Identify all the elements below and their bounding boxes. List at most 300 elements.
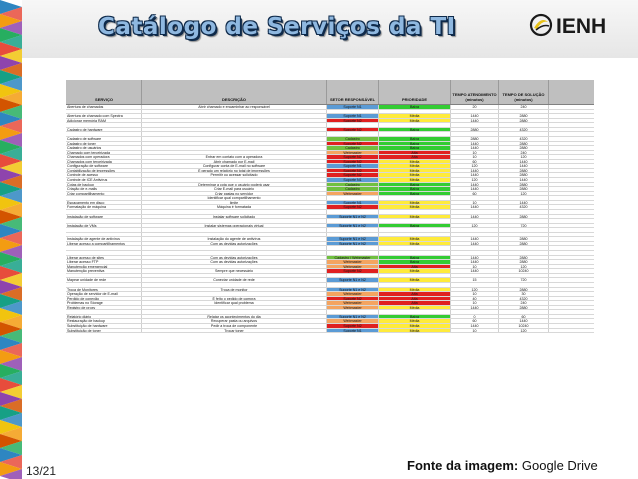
- header-tempo-atendimento: TEMPO ATENDIMENTO (minutos): [451, 80, 499, 104]
- zigzag-border: [0, 0, 22, 479]
- table-cell-r: [327, 210, 379, 214]
- table-cell-u: 2880: [499, 183, 549, 187]
- table-cell-s: Problemas no Storage: [66, 301, 142, 305]
- table-cell-r: Suporte N2: [327, 155, 379, 159]
- table-cell-u: [499, 132, 549, 136]
- table-cell-r: Suporte N1 e N2: [327, 242, 379, 246]
- table-cell-u: [499, 110, 549, 114]
- table-cell-r: Webmaster: [327, 260, 379, 264]
- table-cell-p: [379, 283, 451, 287]
- table-cell-s: Cadastro de software: [66, 137, 142, 141]
- table-cell-s: Abertura de chamados: [66, 105, 142, 109]
- source-label: Fonte da imagem:: [407, 458, 519, 473]
- table-cell-u: [499, 196, 549, 200]
- table-cell-t: [451, 283, 499, 287]
- table-cell-d: Identificar qual problema: [142, 301, 327, 305]
- table-cell-t: 1440: [451, 187, 499, 191]
- table-cell-s: Registro de proxy: [66, 306, 142, 310]
- table-cell-t: 1440: [451, 114, 499, 118]
- table-cell-d: Criar E-mail para usuário: [142, 187, 327, 191]
- table-cell-u: 60: [499, 315, 549, 319]
- table-cell-u: 2880: [499, 237, 549, 241]
- table-cell-r: Suporte N1: [327, 178, 379, 182]
- table-cell-s: Liberar acesso a compartilhamentos: [66, 242, 142, 246]
- header-prioridade: PRIORIDADE: [379, 80, 451, 104]
- table-cell-d: Com as devidas autorizações: [142, 256, 327, 260]
- table-cell-s: [66, 123, 142, 127]
- table-cell-s: Chamados com terceirizada: [66, 160, 142, 164]
- table-cell-t: 1440: [451, 260, 499, 264]
- table-cell-u: 240: [499, 105, 549, 109]
- table-cell-u: 1440: [499, 178, 549, 182]
- table-cell-t: [451, 310, 499, 314]
- table-cell-p: [379, 228, 451, 232]
- table-cell-d: [142, 137, 327, 141]
- table-cell-r: Suporte N2: [327, 173, 379, 177]
- table-cell-r: Suporte N2: [327, 142, 379, 146]
- page-number: 13/21: [26, 464, 57, 478]
- table-cell-s: [66, 196, 142, 200]
- table-cell-t: 1440: [451, 169, 499, 173]
- table-cell-d: Recuperar pasta ou arquivos: [142, 319, 327, 323]
- table-cell-p: Alta: [379, 301, 451, 305]
- table-cell-t: 10: [451, 201, 499, 205]
- table-cell-t: 1440: [451, 215, 499, 219]
- table-cell-s: Espaçamento em disco: [66, 201, 142, 205]
- table-cell-r: Suporte N2: [327, 128, 379, 132]
- table-cell-t: 1440: [451, 119, 499, 123]
- table-cell-t: 10: [451, 151, 499, 155]
- table-cell-d: Identificar qual compartilhamento: [142, 196, 327, 200]
- table-cell-t: [451, 123, 499, 127]
- table-cell-d: [142, 151, 327, 155]
- table-cell-r: Suporte N1: [327, 105, 379, 109]
- table-cell-u: 120: [499, 329, 549, 333]
- table-cell-d: Trocar toner: [142, 329, 327, 333]
- table-cell-t: [451, 251, 499, 255]
- table-cell-s: Cadastro de hardware: [66, 128, 142, 132]
- table-cell-d: Abrir chamado e encaminhar ao responsável: [142, 105, 327, 109]
- table-cell-t: [451, 196, 499, 200]
- table-cell-r: Suporte N2: [327, 269, 379, 273]
- table-cell-t: 2880: [451, 128, 499, 132]
- table-cell-s: [66, 246, 142, 250]
- page-title: Catálogo de Serviços da TI: [98, 14, 456, 40]
- table-cell-r: Suporte N1: [327, 329, 379, 333]
- table-cell-u: 10240: [499, 269, 549, 273]
- table-cell-u: 120: [499, 155, 549, 159]
- table-body: [66, 105, 594, 333]
- table-cell-u: 2880: [499, 256, 549, 260]
- table-cell-u: 120: [499, 265, 549, 269]
- table-cell-d: Entrar em contato com a operadora: [142, 155, 327, 159]
- table-cell-u: 2880: [499, 142, 549, 146]
- table-cell-d: [142, 146, 327, 150]
- table-cell-p: Média: [379, 164, 451, 168]
- table-cell-r: [327, 123, 379, 127]
- table-cell-p: Média: [379, 242, 451, 246]
- table-cell-p: Baixa: [379, 192, 451, 196]
- table-cell-t: 60: [451, 160, 499, 164]
- table-cell-p: Média: [379, 278, 451, 282]
- table-cell-p: Baixa: [379, 128, 451, 132]
- table-cell-d: [142, 219, 327, 223]
- table-cell-d: [142, 306, 327, 310]
- table-cell-u: [499, 123, 549, 127]
- table-cell-d: [142, 132, 327, 136]
- table-cell-p: [379, 196, 451, 200]
- table-cell-d: [142, 210, 327, 214]
- table-cell-s: Mapear unidade de rede: [66, 278, 142, 282]
- table-cell-u: 2880: [499, 260, 549, 264]
- table-cell-u: 720: [499, 278, 549, 282]
- table-cell-t: 0: [451, 315, 499, 319]
- table-cell-s: Contabilização de impressões: [66, 169, 142, 173]
- table-cell-r: [327, 233, 379, 237]
- header-tempo-solucao: TEMPO DE SOLUÇÃO (minutos): [499, 80, 549, 104]
- service-catalog-table: [66, 80, 594, 430]
- table-cell-s: Controle de ICE Antivírus: [66, 178, 142, 182]
- table-cell-d: [142, 274, 327, 278]
- table-cell-u: [499, 283, 549, 287]
- header-servico: SERVIÇO: [66, 80, 142, 104]
- table-cell-r: Suporte N2: [327, 169, 379, 173]
- table-cell-t: [451, 132, 499, 136]
- table-cell-t: 1440: [451, 269, 499, 273]
- table-cell-s: Criação de e-mails: [66, 187, 142, 191]
- table-cell-r: Suporte N2: [327, 119, 379, 123]
- table-cell-r: [327, 132, 379, 136]
- table-cell-p: Média: [379, 178, 451, 182]
- table-cell-r: Webmaster: [327, 301, 379, 305]
- table-cell-s: [66, 233, 142, 237]
- table-cell-r: Webmaster: [327, 306, 379, 310]
- table-cell-s: [66, 228, 142, 232]
- table-cell-u: 1440: [499, 201, 549, 205]
- table-cell-t: 60: [451, 319, 499, 323]
- table-cell-d: É feito o pedido de compra: [142, 297, 327, 301]
- table-cell-p: Baixa: [379, 137, 451, 141]
- table-cell-d: [142, 128, 327, 132]
- table-cell-s: Instalação de agente de antivírus: [66, 237, 142, 241]
- table-cell-p: [379, 210, 451, 214]
- table-cell-d: Instalar software solicitado: [142, 215, 327, 219]
- table-cell-p: [379, 274, 451, 278]
- table-cell-r: Suporte N1 e N2: [327, 224, 379, 228]
- table-cell-s: [66, 210, 142, 214]
- table-cell-s: Chamados com operadora: [66, 155, 142, 159]
- table-cell-t: 1440: [451, 205, 499, 209]
- table-cell-t: 1440: [451, 242, 499, 246]
- table-cell-s: Cotas de backup: [66, 183, 142, 187]
- table-cell-t: 120: [451, 224, 499, 228]
- table-cell-p: Alta: [379, 265, 451, 269]
- table-cell-u: [499, 246, 549, 250]
- table-cell-u: [499, 251, 549, 255]
- table-cell-r: Webmaster: [327, 292, 379, 296]
- table-cell-d: Com as devidas autorizações: [142, 242, 327, 246]
- table-cell-r: [327, 283, 379, 287]
- table-cell-p: Média: [379, 306, 451, 310]
- table-cell-t: 1440: [451, 183, 499, 187]
- table-cell-r: Suporte N1: [327, 201, 379, 205]
- table-cell-t: 10: [451, 155, 499, 159]
- table-cell-d: [142, 119, 327, 123]
- table-cell-u: [499, 210, 549, 214]
- table-cell-d: [142, 110, 327, 114]
- table-cell-p: Baixa: [379, 224, 451, 228]
- table-cell-t: 60: [451, 192, 499, 196]
- table-cell-p: [379, 233, 451, 237]
- table-cell-t: 1440: [451, 256, 499, 260]
- table-cell-r: [327, 228, 379, 232]
- table-cell-p: Baixa: [379, 260, 451, 264]
- table-cell-s: Adicionar memória RAM: [66, 119, 142, 123]
- table-cell-p: [379, 110, 451, 114]
- table-cell-t: 120: [451, 164, 499, 168]
- table-cell-r: [327, 110, 379, 114]
- table-cell-r: Webmaster: [327, 192, 379, 196]
- table-cell-u: [499, 219, 549, 223]
- table-cell-s: Substituição de hardware: [66, 324, 142, 328]
- table-cell-s: Perdido de conexão: [66, 297, 142, 301]
- table-cell-d: [142, 310, 327, 314]
- table-cell-r: Suporte N1 e N2: [327, 288, 379, 292]
- table-cell-d: Instalar sistemas operacionais virtual: [142, 224, 327, 228]
- table-cell-s: Criar compartilhamento: [66, 192, 142, 196]
- table-cell-r: Cadastro: [327, 183, 379, 187]
- table-cell-d: É gerado um relatório no total de impressões: [142, 169, 327, 173]
- table-cell-p: Baixa: [379, 105, 451, 109]
- table-cell-d: [142, 233, 327, 237]
- table-cell-t: 15: [451, 278, 499, 282]
- table-cell-d: [142, 142, 327, 146]
- table-cell-r: [327, 219, 379, 223]
- table-cell-p: Baixa: [379, 187, 451, 191]
- table-cell-p: Média: [379, 329, 451, 333]
- table-cell-d: Abrir chamado por E-mail: [142, 160, 327, 164]
- table-cell-s: [66, 283, 142, 287]
- table-cell-d: [142, 292, 327, 296]
- table-cell-d: [142, 178, 327, 182]
- table-cell-u: 2880: [499, 173, 549, 177]
- table-header: [66, 80, 594, 105]
- table-cell-r: [327, 251, 379, 255]
- table-cell-t: [451, 110, 499, 114]
- table-cell-t: 10: [451, 292, 499, 296]
- table-cell-t: 2880: [451, 137, 499, 141]
- table-cell-p: Média: [379, 319, 451, 323]
- table-cell-s: Chamado com terceirizada: [66, 151, 142, 155]
- table-cell-d: Permitir ou acessar solicitado: [142, 173, 327, 177]
- table-cell-p: Média: [379, 119, 451, 123]
- table-cell-d: Configurar conta de E-mail no software: [142, 164, 327, 168]
- table-cell-s: Formatação de máquina: [66, 205, 142, 209]
- table-cell-r: [327, 274, 379, 278]
- table-cell-t: 10: [451, 265, 499, 269]
- table-cell-u: 2880: [499, 215, 549, 219]
- table-cell-p: Média: [379, 269, 451, 273]
- table-cell-t: 1440: [451, 173, 499, 177]
- table-cell-d: [142, 114, 327, 118]
- table-cell-p: [379, 310, 451, 314]
- table-cell-s: Restauração de backup: [66, 319, 142, 323]
- table-cell-p: [379, 246, 451, 250]
- table-cell-p: Média: [379, 324, 451, 328]
- header-descricao: DESCRIÇÃO: [142, 80, 327, 104]
- table-cell-u: [499, 228, 549, 232]
- table-cell-u: 240: [499, 301, 549, 305]
- table-cell-t: [451, 233, 499, 237]
- image-source: [407, 458, 598, 473]
- table-cell-s: [66, 219, 142, 223]
- table-cell-r: [327, 246, 379, 250]
- table-cell-u: [499, 274, 549, 278]
- table-cell-u: 2880: [499, 114, 549, 118]
- table-cell-d: [142, 228, 327, 232]
- table-cell-t: [451, 210, 499, 214]
- table-cell-s: Manutenção preventiva: [66, 269, 142, 273]
- table-cell-t: [451, 246, 499, 250]
- ienh-logo: [528, 10, 628, 40]
- table-cell-s: Instalação de software: [66, 215, 142, 219]
- table-cell-t: 120: [451, 288, 499, 292]
- table-cell-u: 2880: [499, 288, 549, 292]
- table-cell-u: 30: [499, 292, 549, 296]
- table-cell-r: Cadastro / Webmaster: [327, 256, 379, 260]
- table-cell-s: Controle de acesso: [66, 173, 142, 177]
- table-cell-r: Webmaster: [327, 151, 379, 155]
- table-cell-t: 120: [451, 178, 499, 182]
- table-cell-s: Liberar acesso de sites: [66, 256, 142, 260]
- table-cell-t: 1440: [451, 324, 499, 328]
- table-cell-t: [451, 228, 499, 232]
- table-cell-s: [66, 251, 142, 255]
- table-cell-p: Alta: [379, 155, 451, 159]
- table-cell-r: Webmaster: [327, 319, 379, 323]
- header-setor: SETOR RESPONSÁVEL: [327, 80, 379, 104]
- table-cell-r: Cadastro: [327, 137, 379, 141]
- table-cell-u: 1440: [499, 160, 549, 164]
- table-cell-u: [499, 310, 549, 314]
- table-cell-r: Suporte N1 e N2: [327, 315, 379, 319]
- table-cell-s: Substituição de toner: [66, 329, 142, 333]
- table-cell-u: 1440: [499, 319, 549, 323]
- table-cell-p: Média: [379, 160, 451, 164]
- table-cell-d: Instalação do agente de antivírus: [142, 237, 327, 241]
- table-cell-s: [66, 132, 142, 136]
- table-cell-d: Criar pastas no servidor: [142, 192, 327, 196]
- table-cell-u: 4320: [499, 297, 549, 301]
- table-cell-p: Alta: [379, 297, 451, 301]
- table-cell-s: [66, 274, 142, 278]
- table-cell-d: [142, 251, 327, 255]
- table-cell-r: Cadastro: [327, 146, 379, 150]
- table-cell-p: Média: [379, 173, 451, 177]
- table-cell-t: 10: [451, 329, 499, 333]
- table-cell-p: [379, 219, 451, 223]
- table-cell-r: Cadastro: [327, 187, 379, 191]
- table-cell-d: Sempre que necessário: [142, 269, 327, 273]
- table-cell-t: 1440: [451, 142, 499, 146]
- table-cell-r: Suporte N2: [327, 160, 379, 164]
- table-cell-s: [66, 310, 142, 314]
- table-cell-d: [142, 283, 327, 287]
- table-cell-d: [142, 123, 327, 127]
- table-cell-d: [142, 265, 327, 269]
- table-cell-p: Baixa: [379, 183, 451, 187]
- table-cell-s: Relatório diário: [66, 315, 142, 319]
- table-cell-p: Média: [379, 288, 451, 292]
- table-cell-p: Baixa: [379, 315, 451, 319]
- table-row: [66, 329, 594, 334]
- table-cell-u: 2880: [499, 306, 549, 310]
- table-cell-s: Configuração de software: [66, 164, 142, 168]
- table-cell-r: Suporte N1: [327, 114, 379, 118]
- table-cell-u: 2880: [499, 187, 549, 191]
- table-cell-d: Máquina é formatada: [142, 205, 327, 209]
- table-cell-r: Suporte N1 e N2: [327, 215, 379, 219]
- table-cell-r: Suporte N1: [327, 164, 379, 168]
- table-cell-s: Manutenção emergencial: [66, 265, 142, 269]
- table-cell-s: Operação de servidor de E-mail: [66, 292, 142, 296]
- table-cell-d: limite: [142, 201, 327, 205]
- table-cell-d: Pedir a troca de componente: [142, 324, 327, 328]
- table-cell-s: Abertura de chamado com Spectra: [66, 114, 142, 118]
- table-cell-s: Troca de Monitores: [66, 288, 142, 292]
- table-cell-r: Suporte N2: [327, 297, 379, 301]
- table-cell-r: Suporte N2: [327, 205, 379, 209]
- table-cell-d: Determinar a cota que o usuário poderá usar: [142, 183, 327, 187]
- table-cell-u: 2880: [499, 169, 549, 173]
- table-cell-s: Cadastro de usuários: [66, 146, 142, 150]
- source-value: Google Drive: [521, 458, 598, 473]
- table-cell-p: Média: [379, 114, 451, 118]
- table-cell-d: Troca de monitor: [142, 288, 327, 292]
- table-cell-s: Liberar acesso FTP: [66, 260, 142, 264]
- table-cell-p: Alta: [379, 151, 451, 155]
- table-cell-p: Baixa: [379, 146, 451, 150]
- table-cell-s: Cadastro de toner: [66, 142, 142, 146]
- table-cell-u: 120: [499, 192, 549, 196]
- table-cell-t: 1440: [451, 237, 499, 241]
- table-cell-u: 4320: [499, 128, 549, 132]
- table-cell-r: Suporte N1 e N2: [327, 237, 379, 241]
- table-cell-u: 1440: [499, 164, 549, 168]
- logo-text: IENH: [556, 15, 607, 38]
- table-cell-p: [379, 123, 451, 127]
- table-cell-u: 2880: [499, 146, 549, 150]
- table-cell-r: Webmaster: [327, 265, 379, 269]
- table-cell-t: 1440: [451, 146, 499, 150]
- table-cell-s: Instalação de VMs: [66, 224, 142, 228]
- table-cell-p: Média: [379, 201, 451, 205]
- table-cell-u: [499, 233, 549, 237]
- table-cell-s: [66, 110, 142, 114]
- table-cell-u: 4320: [499, 137, 549, 141]
- table-cell-p: Média: [379, 215, 451, 219]
- table-cell-r: [327, 196, 379, 200]
- table-cell-t: 1440: [451, 306, 499, 310]
- table-cell-p: Média: [379, 169, 451, 173]
- table-cell-t: 40: [451, 297, 499, 301]
- table-cell-p: Baixa: [379, 142, 451, 146]
- table-cell-t: [451, 219, 499, 223]
- table-cell-p: Média: [379, 205, 451, 209]
- table-cell-d: Conectar unidade de rede: [142, 278, 327, 282]
- table-cell-p: Alta: [379, 292, 451, 296]
- table-cell-p: [379, 251, 451, 255]
